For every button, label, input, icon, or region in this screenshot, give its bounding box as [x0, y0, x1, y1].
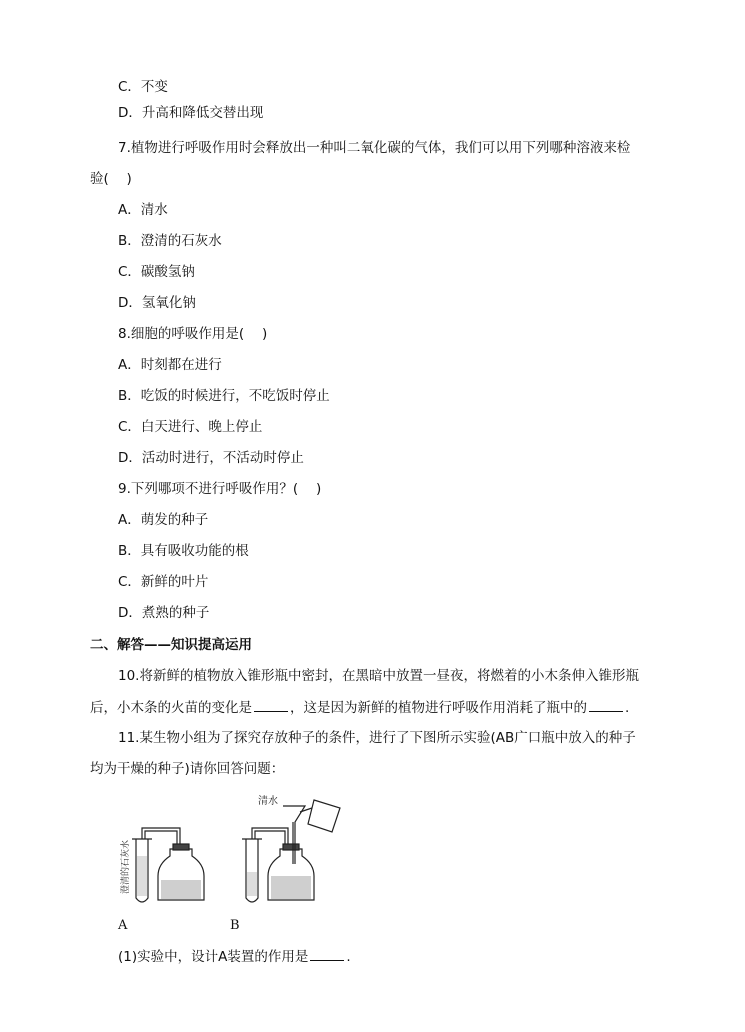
question-11: 11.某生物小组为了探究存放种子的条件，进行了下图所示实验(AB广口瓶中放入的种子 — [118, 730, 636, 746]
apparatus-b — [242, 800, 340, 902]
q8-option-b: B．吃饭的时候进行，不吃饭时停止 — [118, 388, 330, 404]
q8-option-c: C．白天进行、晚上停止 — [118, 419, 263, 435]
apparatus-a — [132, 828, 204, 902]
question-7: 7.植物进行呼吸作用时会释放出一种叫二氧化碳的气体，我们可以用下列哪种溶液来检 — [118, 140, 631, 156]
question-11-part-1 — [118, 947, 351, 966]
question-9: 9.下列哪项不进行呼吸作用？( ) — [118, 481, 322, 497]
answer-blank[interactable] — [254, 698, 288, 712]
q9-option-d: D．煮熟的种子 — [118, 605, 210, 621]
q8-option-a: A．时刻都在进行 — [118, 357, 222, 373]
option-d-alternating: D．升高和降低交替出现 — [118, 105, 264, 121]
q8-option-d: D．活动时进行，不活动时停止 — [118, 450, 304, 466]
q11-part1-end: . — [346, 949, 351, 965]
section-heading: 二、解答——知识提高运用 — [90, 637, 252, 653]
q10-text-3: . — [625, 700, 630, 716]
q10-text-1: 后，小木条的火苗的变化是 — [90, 700, 252, 716]
question-11-continued: 均为干燥的种子)请你回答问题： — [90, 761, 285, 777]
question-10: 10.将新鲜的植物放入锥形瓶中密封，在黑暗中放置一昼夜，将燃着的小木条伸入锥形瓶 — [118, 668, 639, 684]
answer-blank[interactable] — [310, 947, 344, 961]
q7-option-b: B．澄清的石灰水 — [118, 233, 222, 249]
question-10-continued — [90, 698, 629, 717]
label-a: A — [118, 918, 128, 933]
q7-option-a: A．清水 — [118, 202, 168, 218]
q9-option-a: A．萌发的种子 — [118, 512, 209, 528]
experiment-figure — [118, 794, 378, 933]
water-label: 清水 — [258, 796, 278, 807]
label-b: B — [230, 918, 240, 933]
answer-blank[interactable] — [589, 698, 623, 712]
question-8: 8.细胞的呼吸作用是( ) — [118, 326, 268, 342]
q7-option-c: C．碳酸氢钠 — [118, 264, 195, 280]
q10-text-2: ，这是因为新鲜的植物进行呼吸作用消耗了瓶中的 — [290, 700, 587, 716]
limewater-label: 澄清的石灰水 — [121, 839, 131, 894]
q7-option-d: D．氢氧化钠 — [118, 295, 196, 311]
question-7-continued: 验( ) — [90, 171, 132, 187]
q11-part1-text: (1)实验中，设计A装置的作用是 — [118, 949, 309, 965]
q9-option-c: C．新鲜的叶片 — [118, 574, 209, 590]
option-c-unchanged: C．不变 — [118, 79, 168, 95]
apparatus-diagram — [118, 794, 378, 909]
q9-option-b: B．具有吸收功能的根 — [118, 543, 249, 559]
